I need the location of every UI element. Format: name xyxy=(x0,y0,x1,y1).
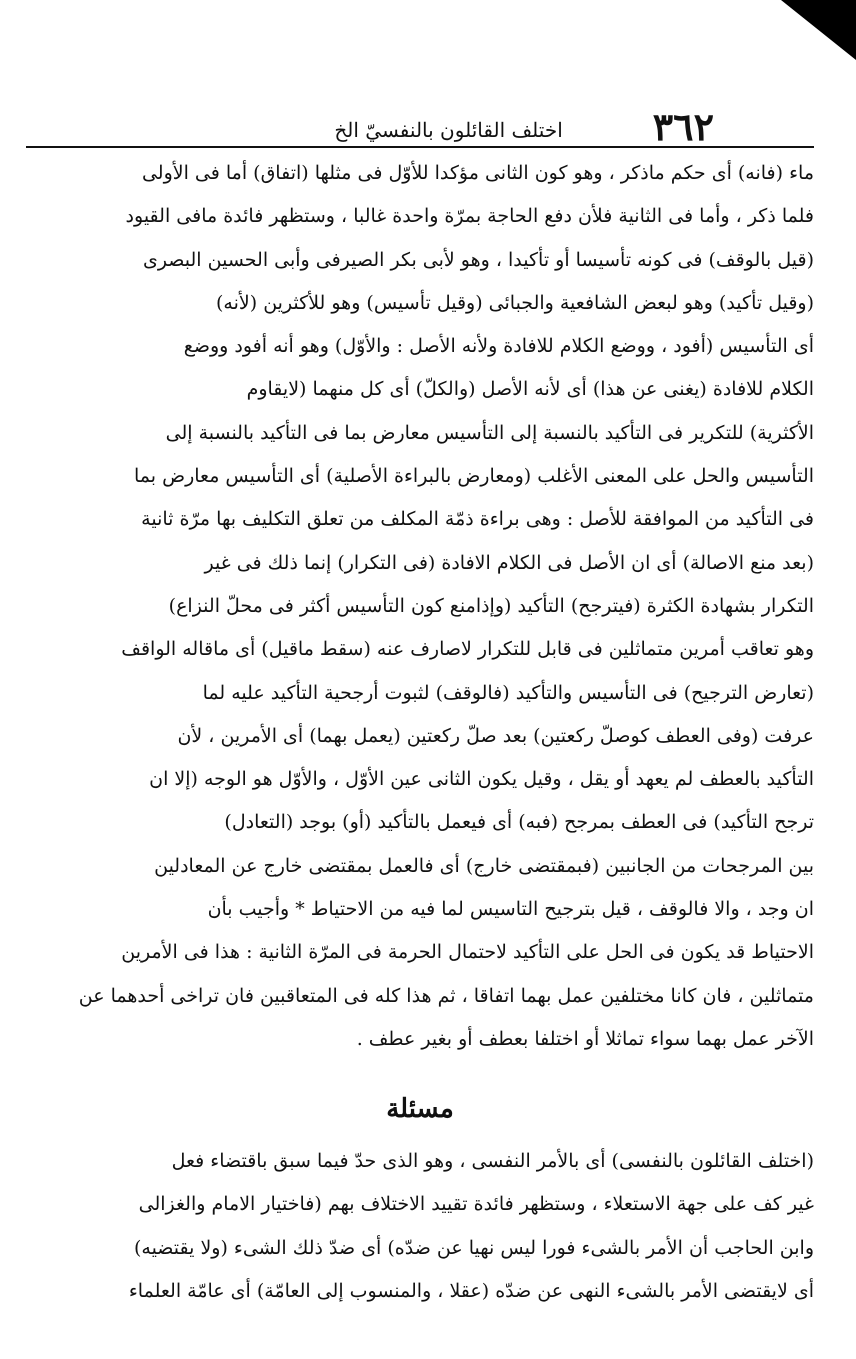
text-line: فى التأكيد من الموافقة للأصل : وهى براءة ذمّة المكلف من تعلق التكليف بها مرّة ثانية xyxy=(141,508,814,531)
text-line: الأكثرية) للتكرير فى التأكيد بالنسبة إلى التأسيس معارض بما فى التأكيد بالنسبة إلى xyxy=(165,421,814,444)
header-rule xyxy=(26,146,814,148)
text-line: التأسيس والحل على المعنى الأغلب (ومعارض بالبراءة الأصلية) أى التأسيس معارض بما xyxy=(134,465,814,488)
text-line: (اختلف القائلون بالنفسى) أى بالأمر النفسى ، وهو الذى حدّ فيما سبق باقتضاء فعل xyxy=(171,1150,814,1172)
text-line: الاحتياط قد يكون فى الحل على التأكيد لاحتمال الحرمة فى المرّة الثانية : هذا فى الأمرين xyxy=(121,941,814,964)
text-line: الكلام للافادة (يغنى عن هذا) أى لأنه الأصل (والكلّ) أى كل منهما (لايقاوم xyxy=(246,378,814,401)
page-corner-mark xyxy=(781,0,856,60)
running-title: اختلف القائلون بالنفسيّ الخ xyxy=(334,118,563,142)
text-line: أى التأسيس (أفود ، ووضع الكلام للافادة ولأنه الأصل : والأوّل) وهو أنه أفود ووضع xyxy=(183,335,814,358)
text-line: فلما ذكر ، وأما فى الثانية فلأن دفع الحاجة بمرّة واحدة غالبا ، وستظهر فائدة مافى القيود xyxy=(125,205,814,228)
text-line: ان وجد ، والا فالوقف ، قيل بترجيح التاسيس لما فيه من الاحتياط * وأجيب بأن xyxy=(207,898,814,921)
main-text xyxy=(26,152,814,1061)
text-line: التأكيد بالعطف لم يعهد أو يقل ، وقيل يكون الثانى عين الأوّل ، والأوّل هو الوجه (إلا ان xyxy=(149,768,814,791)
text-line: وابن الحاجب أن الأمر بالشىء فورا ليس نهيا عن ضدّه) أى ضدّ ذلك الشىء (ولا يقتضيه) xyxy=(133,1236,814,1259)
text-line: ترجح التأكيد) فى العطف بمرجح (فبه) أى فيعمل بالتأكيد (أو) بوجد (التعادل) xyxy=(224,811,814,834)
text-line: (بعد منع الاصالة) أى ان الأصل فى الكلام الافادة (فى التكرار) إنما ذلك فى غير xyxy=(204,551,814,574)
text-line: التكرار بشهادة الكثرة (فيترجح) التأكيد (وإذامنع كون التأسيس أكثر فى محلّ النزاع) xyxy=(168,594,814,617)
section-heading: مسئلة xyxy=(386,1094,454,1124)
text-line: وهو تعاقب أمرين متماثلين فى قابل للتكرار لاصارف عنه (سقط ماقيل) أى ماقاله الواقف xyxy=(121,638,814,661)
text-line: غير كف على جهة الاستعلاء ، وستظهر فائدة تقييد الاختلاف بهم (فاختيار الامام والغزالى xyxy=(138,1193,814,1216)
text-line: الآخر عمل بهما سواء تماثلا أو اختلفا بعطف أو بغير عطف . xyxy=(356,1027,814,1050)
page-header xyxy=(60,96,714,149)
text-line: متماثلين ، فان كانا مختلفين عمل بهما اتفاقا ، ثم هذا كله فى المتعاقبين فان تراخى أحدهما عن xyxy=(78,984,814,1007)
text-line: عرفت (وفى العطف كوصلّ ركعتين) بعد صلّ ركعتين (يعمل بهما) أى الأمرين ، لأن xyxy=(177,724,814,747)
text-line: (قيل بالوقف) فى كونه تأسيسا أو تأكيدا ، وهو لأبى بكر الصيرفى وأبى الحسين البصرى xyxy=(142,248,814,271)
section-text xyxy=(26,1140,814,1313)
text-line: بين المرجحات من الجانبين (فبمقتضى خارج) أى فالعمل بمقتضى خارج عن المعادلين xyxy=(154,854,814,877)
text-line: (تعارض الترجيح) فى التأسيس والتأكيد (فالوقف) لثبوت أرجحية التأكيد عليه لما xyxy=(202,681,814,704)
text-line: ماء (فانه) أى حكم ماذكر ، وهو كون الثانى مؤكدا للأوّل فى مثلها (اتفاق) أما فى الأولى xyxy=(141,162,814,184)
text-line: أى لايقتضى الأمر بالشىء النهى عن ضدّه (عقلا ، والمنسوب إلى العامّة) أى عامّة العلماء xyxy=(128,1279,814,1302)
page-number: ٣٦٢ xyxy=(652,104,714,149)
text-line: (وقيل تأكيد) وهو لبعض الشافعية والجبائى (وقيل تأسيس) وهو للأكثرين (لأنه) xyxy=(216,291,814,314)
